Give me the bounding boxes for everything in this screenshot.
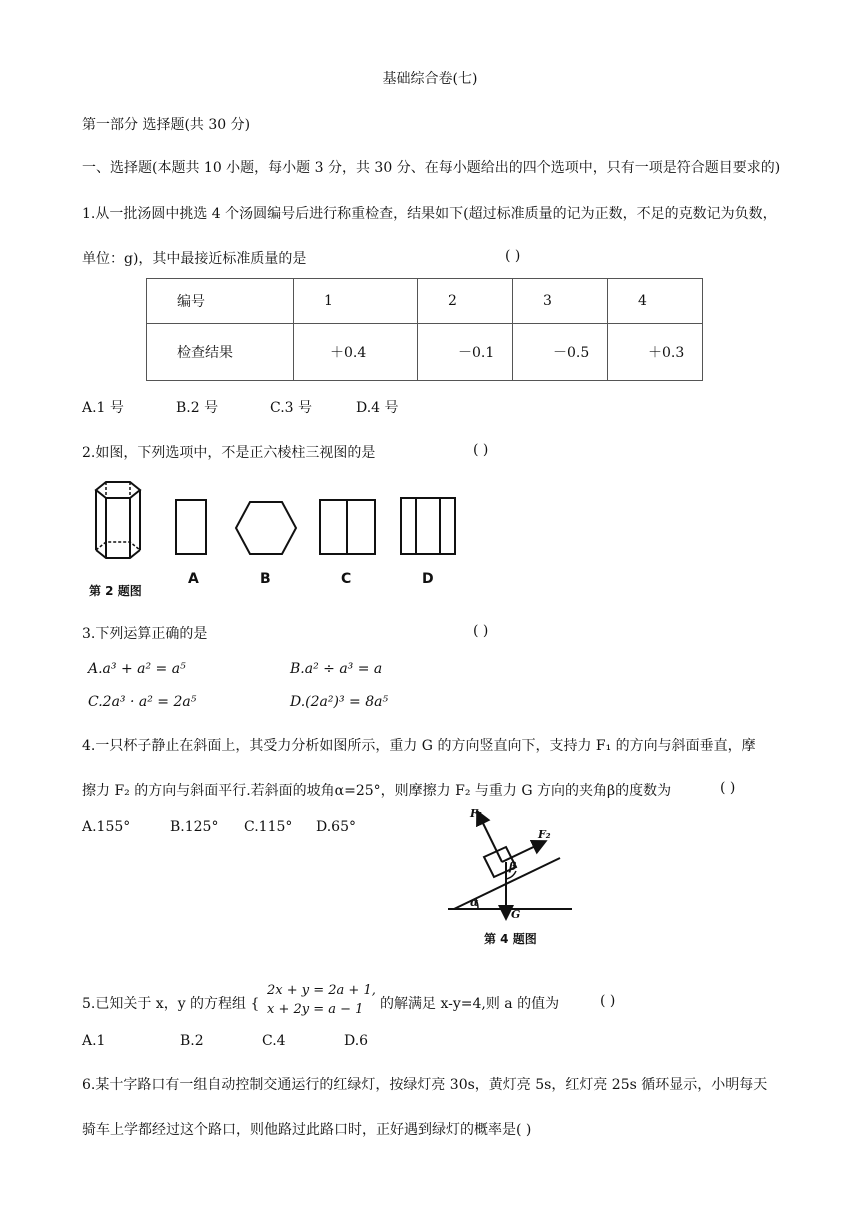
q1-line1: 1.从一批汤圆中挑选 4 个汤圆编号后进行称重检查，结果如下(超过标准质量的记为正数，不足的克数记为负数，: [82, 206, 777, 222]
q2-figure: [84, 478, 474, 603]
table-cell: 1: [294, 279, 418, 324]
q1-table: [146, 278, 703, 381]
part-heading: 第一部分 选择题(共 30 分): [82, 117, 251, 133]
q4-option-d: D.65°: [316, 819, 356, 835]
option-a-shape: [176, 500, 206, 554]
q1-option-a: A.1 号: [82, 400, 124, 416]
q4-answer-paren: ( ): [720, 780, 736, 796]
q6-line1: 6.某十字路口有一组自动控制交通运行的红绿灯，按绿灯亮 30s，黄灯亮 5s，红灯亮 25s 循环显示，小明每天: [82, 1077, 768, 1093]
alpha-label: α: [470, 896, 479, 909]
q5-option-b: B.2: [180, 1033, 204, 1049]
q4-caption: 第 4 题图: [484, 932, 537, 946]
q3-option-b: B.a² ÷ a³ = a: [290, 661, 383, 677]
q3-option-d: D.(2a²)³ = 8a⁵: [290, 694, 389, 710]
q4-option-a: A.155°: [82, 819, 131, 835]
q2-label-a: A: [188, 571, 199, 587]
q2-label-d: D: [422, 571, 434, 587]
q2-label-b: B: [260, 571, 271, 587]
q3-option-c: C.2a³ · a² = 2a⁵: [88, 694, 197, 710]
q3-option-a: A.a³ + a² = a⁵: [88, 661, 186, 677]
q1-option-d: D.4 号: [356, 400, 399, 416]
beta-label: β: [509, 860, 517, 873]
table-cell: ＋0.3: [608, 324, 703, 381]
option-b-shape: [236, 502, 296, 554]
q4-line1: 4.一只杯子静止在斜面上，其受力分析如图所示，重力 G 的方向竖直向下，支持力 F₁ 的方向与斜面垂直，摩: [82, 738, 756, 754]
q4-line2: 擦力 F₂ 的方向与斜面平行.若斜面的坡角α=25°，则摩擦力 F₂ 与重力 G 方向的夹角β的度数为: [82, 783, 672, 799]
f1-label: F₁: [470, 807, 483, 820]
q5-suffix: 的解满足 x-y=4,则 a 的值为: [380, 996, 560, 1012]
q5-equation-1: 2x + y = 2a + 1,: [267, 983, 376, 998]
q4-option-c: C.115°: [244, 819, 293, 835]
q5-prefix: 5.已知关于 x，y 的方程组 {: [82, 996, 260, 1012]
q5-equation-2: x + 2y = a − 1: [267, 1002, 364, 1017]
q5-option-d: D.6: [344, 1033, 369, 1049]
g-label: G: [511, 908, 521, 921]
table-row: [147, 279, 703, 324]
table-cell: ＋0.4: [294, 324, 418, 381]
table-row: [147, 324, 703, 381]
q1-option-b: B.2 号: [176, 400, 219, 416]
option-c-shape: [320, 500, 375, 554]
f2-label: F₂: [538, 828, 551, 841]
q2-answer-paren: ( ): [473, 442, 489, 458]
table-cell: 2: [418, 279, 513, 324]
q1-line2: 单位：g)，其中最接近标准质量的是: [82, 251, 307, 267]
q1-answer-paren: ( ): [505, 248, 521, 264]
q3-answer-paren: ( ): [473, 623, 489, 639]
q2-label-c: C: [341, 571, 352, 587]
hexagonal-prism-drawing: [96, 482, 140, 558]
q5-option-a: A.1: [82, 1033, 106, 1049]
table-cell: 检查结果: [147, 324, 294, 381]
q5-answer-paren: ( ): [600, 993, 616, 1009]
q4-option-b: B.125°: [170, 819, 219, 835]
q1-option-c: C.3 号: [270, 400, 313, 416]
q6-line2: 骑车上学都经过这个路口，则他路过此路口时，正好遇到绿灯的概率是( ): [82, 1122, 532, 1138]
table-cell: 4: [608, 279, 703, 324]
table-cell: －0.5: [513, 324, 608, 381]
option-d-shape: [401, 498, 455, 554]
q2-text: 2.如图，下列选项中，不是正六棱柱三视图的是: [82, 445, 376, 461]
table-cell: －0.1: [418, 324, 513, 381]
table-cell: 3: [513, 279, 608, 324]
q2-caption: 第 2 题图: [89, 584, 142, 598]
table-cell: 编号: [147, 279, 294, 324]
q3-text: 3.下列运算正确的是: [82, 626, 208, 642]
q5-option-c: C.4: [262, 1033, 286, 1049]
section-heading: 一、选择题(本题共 10 小题，每小题 3 分，共 30 分、在每小题给出的四个选项中，只有一项是符合题目要求的): [82, 160, 781, 176]
page-title: 基础综合卷(七): [382, 71, 478, 87]
